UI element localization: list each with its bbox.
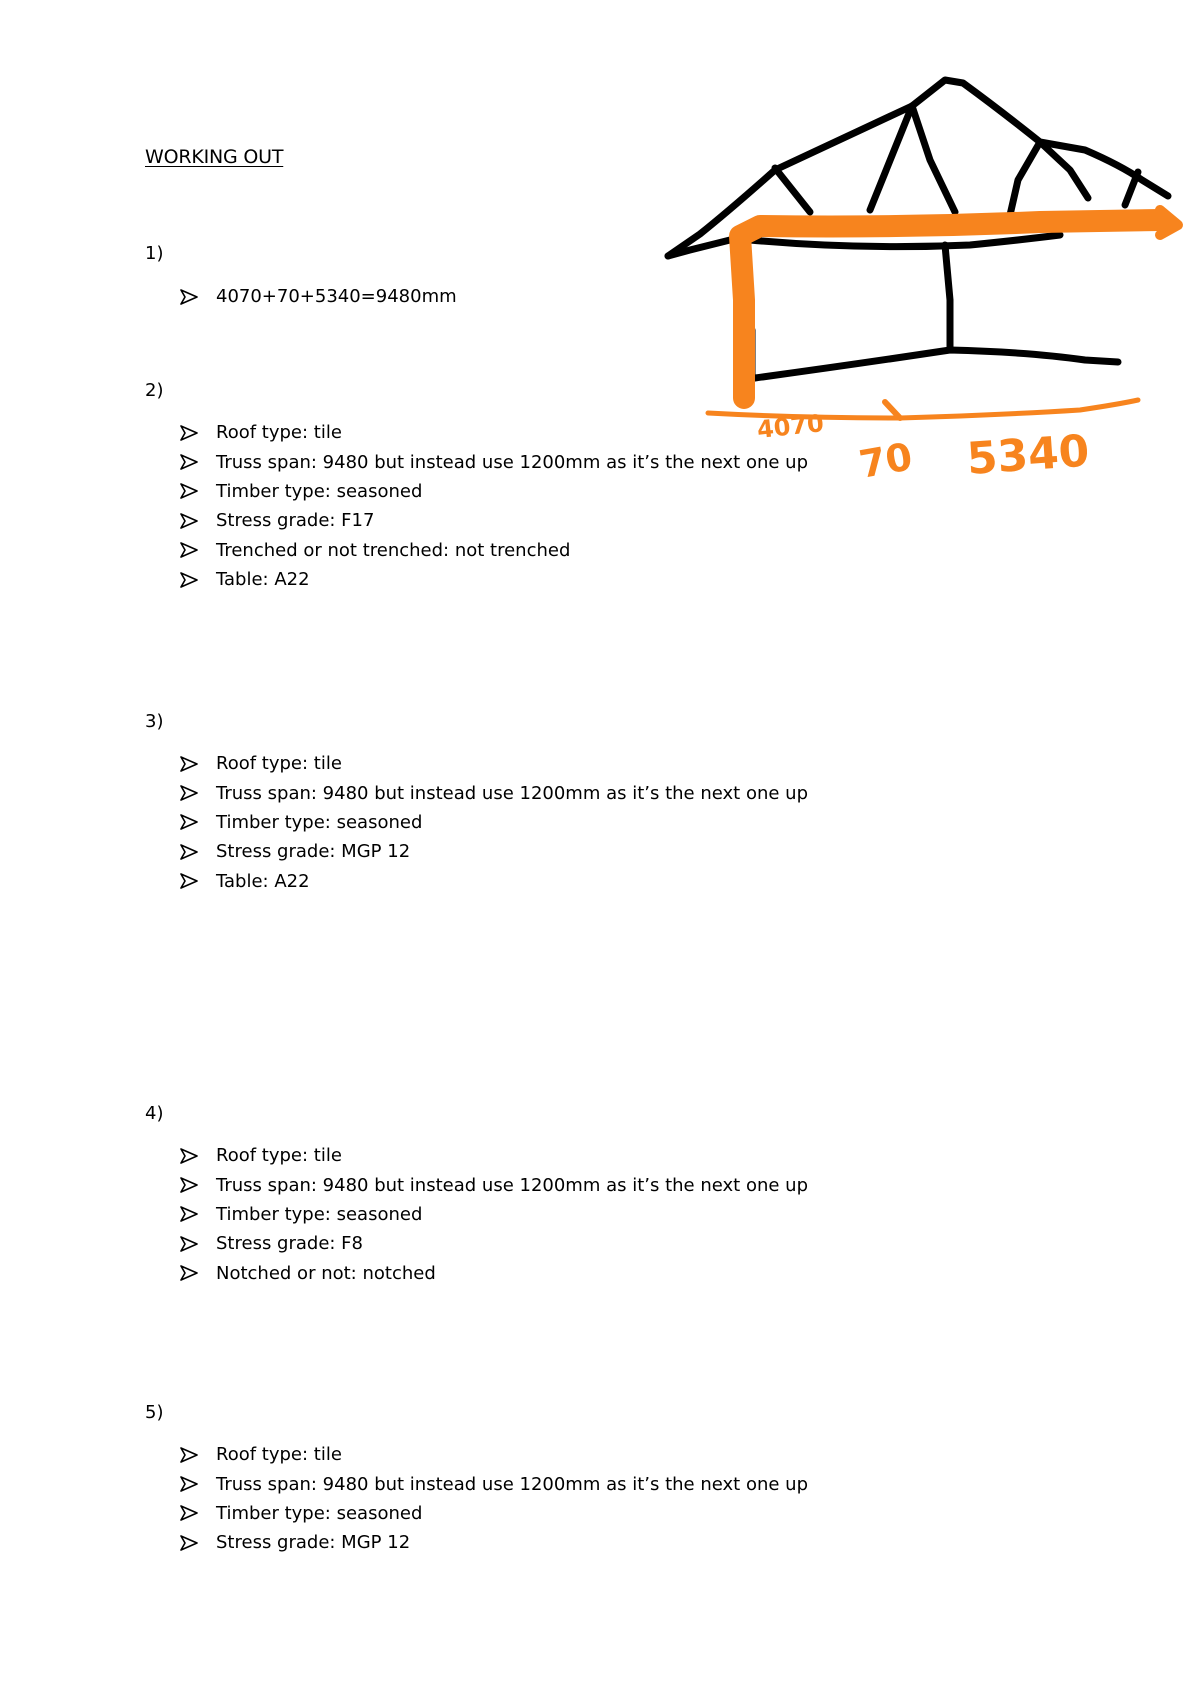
- arrow-bullet-icon: [180, 1236, 198, 1252]
- arrow-bullet-icon: [180, 873, 198, 889]
- section-5-list: [180, 1440, 808, 1558]
- list-item: [180, 778, 808, 807]
- list-item: [180, 1259, 808, 1288]
- arrow-bullet-icon: [180, 542, 198, 558]
- section-3-number: 3): [145, 711, 164, 732]
- list-item: [180, 867, 808, 896]
- section-5-number: 5): [145, 1402, 164, 1423]
- arrow-bullet-icon: [180, 785, 198, 801]
- list-item: [180, 1469, 808, 1498]
- list-item-text: Stress grade: F8: [216, 1233, 363, 1255]
- list-item-text: Timber type: seasoned: [216, 480, 423, 502]
- arrow-bullet-icon: [180, 454, 198, 470]
- list-item: [180, 1528, 808, 1557]
- list-item-text: Table: A22: [216, 870, 310, 892]
- list-item: [180, 506, 808, 535]
- list-item: [180, 1170, 808, 1199]
- list-item-text: Roof type: tile: [216, 1444, 342, 1466]
- arrow-bullet-icon: [180, 1177, 198, 1193]
- arrow-bullet-icon: [180, 756, 198, 772]
- list-item-text: Stress grade: MGP 12: [216, 1532, 411, 1554]
- list-item-text: Roof type: tile: [216, 1145, 342, 1167]
- dimension-label-70: 70: [855, 434, 916, 487]
- list-item-text: Roof type: tile: [216, 422, 342, 444]
- truss-outline: [668, 80, 1168, 380]
- arrow-bullet-icon: [180, 1206, 198, 1222]
- arrow-bullet-icon: [180, 1148, 198, 1164]
- arrow-bullet-icon: [180, 1447, 198, 1463]
- list-item: [180, 1200, 808, 1229]
- list-item-text: Stress grade: F17: [216, 510, 375, 532]
- section-2-list: [180, 418, 808, 594]
- list-item: [180, 477, 808, 506]
- dimension-label-5340: 5340: [965, 425, 1091, 485]
- arrow-bullet-icon: [180, 513, 198, 529]
- section-4-list: [180, 1141, 808, 1288]
- list-item: [180, 1141, 808, 1170]
- list-item-text: Truss span: 9480 but instead use 1200mm as it’s the next one up: [216, 782, 809, 804]
- arrow-bullet-icon: [180, 1535, 198, 1551]
- list-item-text: Timber type: seasoned: [216, 1203, 423, 1225]
- list-item-text: Truss span: 9480 but instead use 1200mm as it’s the next one up: [216, 1174, 809, 1196]
- list-item-text: Table: A22: [216, 569, 310, 591]
- list-item: [180, 282, 457, 311]
- list-item: [180, 808, 808, 837]
- list-item-text: Timber type: seasoned: [216, 811, 423, 833]
- list-item: [180, 1499, 808, 1528]
- list-item: [180, 1229, 808, 1258]
- list-item: [180, 749, 808, 778]
- arrow-bullet-icon: [180, 572, 198, 588]
- list-item: [180, 536, 808, 565]
- list-item: [180, 1440, 808, 1469]
- list-item: [180, 447, 808, 476]
- list-item-text: Roof type: tile: [216, 753, 342, 775]
- list-item-text: Truss span: 9480 but instead use 1200mm as it’s the next one up: [216, 451, 809, 473]
- arrow-bullet-icon: [180, 814, 198, 830]
- list-item: [180, 837, 808, 866]
- arrow-bullet-icon: [180, 1505, 198, 1521]
- section-3-list: [180, 749, 808, 896]
- orange-highlight: [708, 210, 1178, 418]
- section-2-number: 2): [145, 380, 164, 401]
- list-item-text: Notched or not: notched: [216, 1262, 436, 1284]
- list-item: [180, 565, 808, 594]
- list-item: [180, 418, 808, 447]
- arrow-bullet-icon: [180, 1476, 198, 1492]
- dimension-label-4070: 4070: [755, 409, 826, 444]
- arrow-bullet-icon: [180, 1265, 198, 1281]
- list-item-text: Trenched or not trenched: not trenched: [216, 539, 571, 561]
- section-4-number: 4): [145, 1103, 164, 1124]
- arrow-bullet-icon: [180, 425, 198, 441]
- list-item-text: 4070+70+5340=9480mm: [216, 286, 457, 308]
- list-item-text: Truss span: 9480 but instead use 1200mm as it’s the next one up: [216, 1473, 809, 1495]
- arrow-bullet-icon: [180, 844, 198, 860]
- section-1-number: 1): [145, 243, 164, 264]
- arrow-bullet-icon: [180, 483, 198, 499]
- list-item-text: Stress grade: MGP 12: [216, 841, 411, 863]
- arrow-bullet-icon: [180, 289, 198, 305]
- page-title: WORKING OUT: [145, 146, 284, 168]
- list-item-text: Timber type: seasoned: [216, 1502, 423, 1524]
- section-1-list: [180, 282, 457, 311]
